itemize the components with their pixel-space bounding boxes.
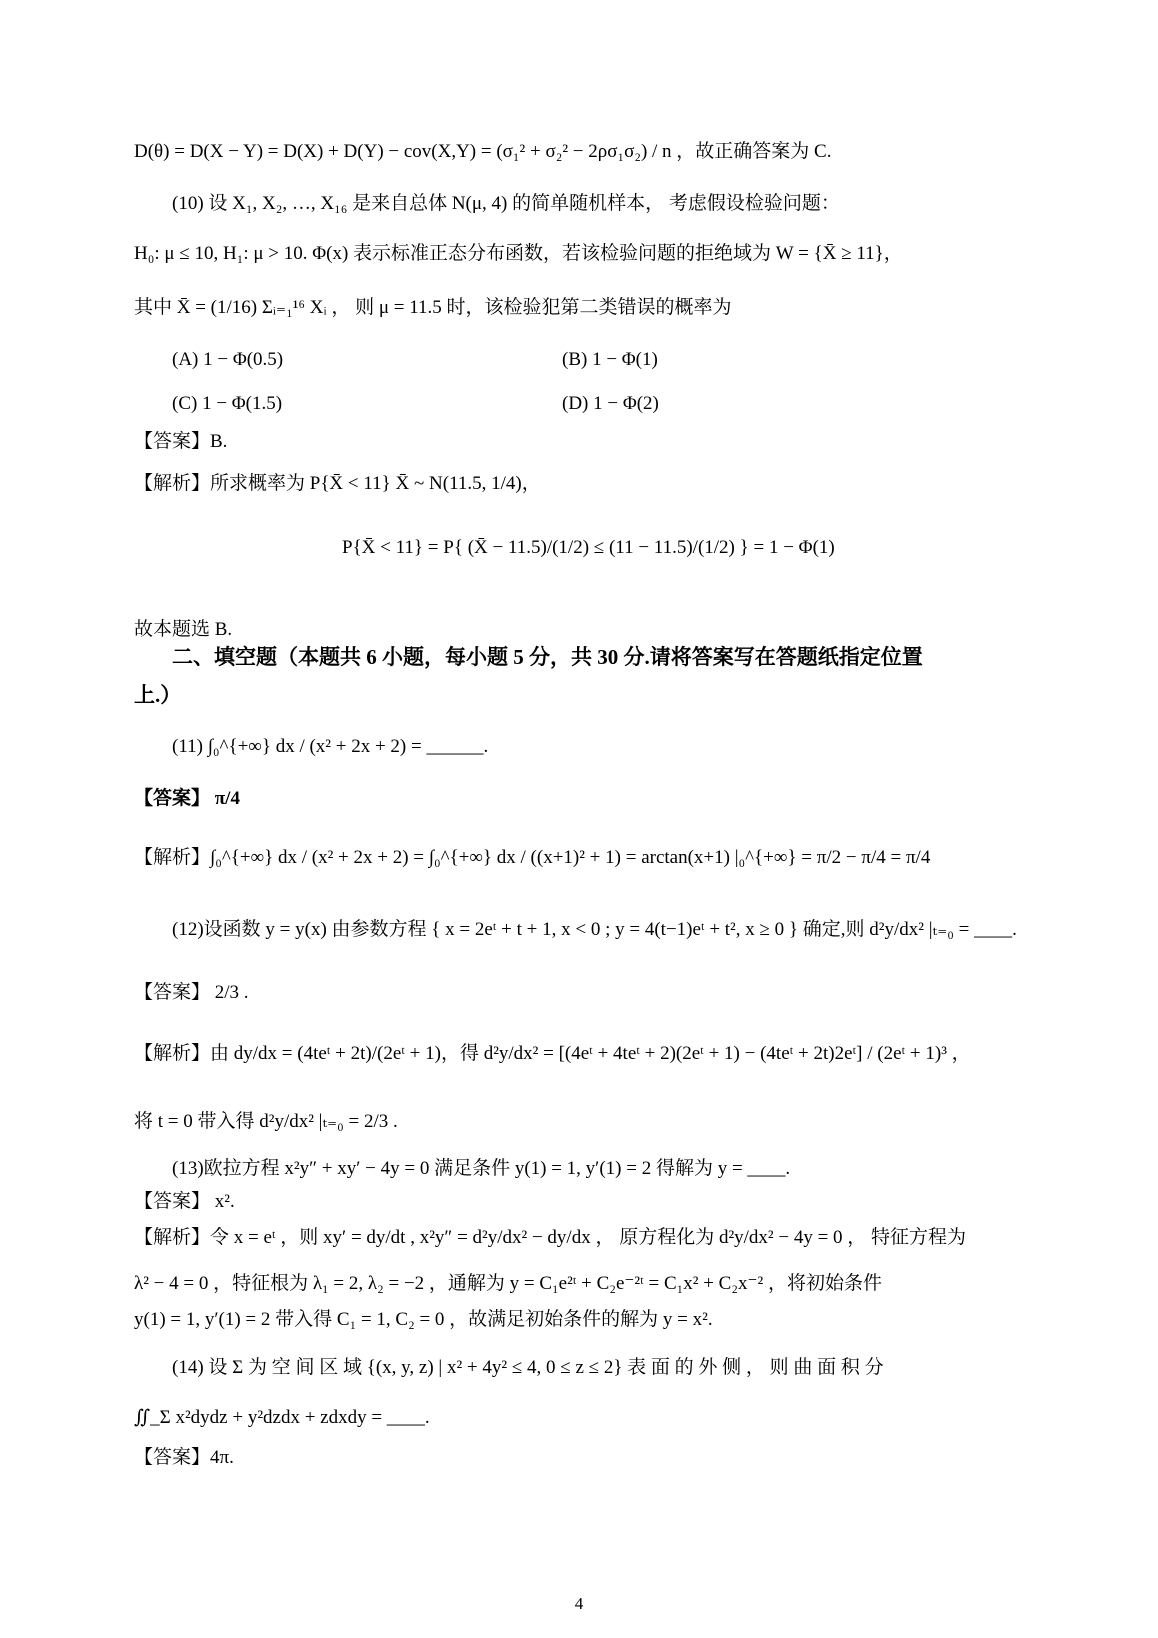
analysis-11: 【解析】∫₀^{+∞} dx / (x² + 2x + 2) = ∫₀^{+∞} dx / ((x+1)² + 1) = arctan(x+1) |₀^{+∞} = π/2 − π/4 = π/4 (134, 847, 931, 868)
analysis-12-derivatives: 【解析】由 dy/dx = (4teᵗ + 2t)/(2eᵗ + 1)，得 d²y/dx² = [(4eᵗ + 4teᵗ + 2)(2eᵗ + 1) − (4teᵗ + 2t)2eᵗ] / (2eᵗ + 1)³ ， (134, 1043, 971, 1064)
analysis-13-particular-solution: y(1) = 1, y′(1) = 2 带入得 C₁ = 1, C₂ = 0 ，故满足初始条件的解为 y = x². (134, 1309, 713, 1330)
question-10-stem: (10) 设 X₁, X₂, …, X₁₆ 是来自总体 N(μ, 4) 的简单随机样本， 考虑假设检验问题： (172, 193, 840, 214)
section-heading-continued: 上.） (134, 683, 182, 707)
option-d: (D) 1 − Φ(2) (562, 393, 659, 414)
question-10-hypothesis: H₀: μ ≤ 10, H₁: μ > 10. Φ(x) 表示标准正态分布函数，若该检验问题的拒绝域为 W = {X̄ ≥ 11}， (134, 243, 903, 264)
answer-13: 【答案】 x². (134, 1191, 235, 1212)
question-14-stem: (14) 设 Σ 为 空 间 区 域 {(x, y, z) | x² + 4y² ≤ 4, 0 ≤ z ≤ 2} 表 面 的 外 侧 ， 则 曲 面 积 分 (172, 1357, 884, 1378)
answer-11: 【答案】 π/4 (134, 788, 240, 809)
question-12: (12)设函数 y = y(x) 由参数方程 { x = 2eᵗ + t + 1, x < 0 ; y = 4(t−1)eᵗ + t², x ≥ 0 } 确定,则 d²y/dx² |ₜ₌₀ = ____. (172, 919, 1017, 940)
question-13: (13)欧拉方程 x²y″ + xy′ − 4y = 0 满足条件 y(1) = 1, y′(1) = 2 得解为 y = ____. (172, 1158, 791, 1179)
page-number: 4 (574, 1594, 584, 1613)
analysis-10-intro: 【解析】所求概率为 P{X̄ < 11} X̄ ~ N(11.5, 1/4)， (134, 473, 541, 494)
answer-10: 【答案】B. (134, 431, 228, 452)
analysis-13-substitution: 【解析】令 x = eᵗ ，则 xy′ = dy/dt , x²y″ = d²y/dx² − dy/dx ， 原方程化为 d²y/dx² − 4y = 0 ， 特征方程为 (134, 1227, 967, 1248)
answer-12: 【答案】 2/3 . (134, 982, 249, 1003)
analysis-10-formula: P{X̄ < 11} = P{ (X̄ − 11.5)/(1/2) ≤ (11 − 11.5)/(1/2) } = 1 − Φ(1) (342, 537, 835, 558)
option-a: (A) 1 − Φ(0.5) (172, 349, 284, 370)
question-11: (11) ∫₀^{+∞} dx / (x² + 2x + 2) = ______. (172, 736, 489, 757)
analysis-10-conclusion: 故本题选 B. (134, 619, 233, 640)
question-10-sample-mean: 其中 X̄ = (1/16) Σᵢ₌₁¹⁶ Xᵢ ， 则 μ = 11.5 时，该检验犯第二类错误的概率为 (134, 297, 732, 318)
analysis-13-general-solution: λ² − 4 = 0 ，特征根为 λ₁ = 2, λ₂ = −2 ，通解为 y = C₁e²ᵗ + C₂e⁻²ᵗ = C₁x² + C₂x⁻² ，将初始条件 (134, 1273, 882, 1294)
analysis-12-substitution: 将 t = 0 带入得 d²y/dx² |ₜ₌₀ = 2/3 . (134, 1111, 398, 1132)
answer-14: 【答案】4π. (134, 1447, 234, 1468)
section-heading-fill-in: 二、填空题（本题共 6 小题，每小题 5 分，共 30 分.请将答案写在答题纸指定位置 (172, 645, 923, 669)
question-14-integral: ∬_Σ x²dydz + y²dzdx + zdxdy = ____. (134, 1407, 430, 1428)
variance-result-line: D(θ) = D(X − Y) = D(X) + D(Y) − cov(X,Y) = (σ₁² + σ₂² − 2ρσ₁σ₂) / n ，故正确答案为 C. (134, 141, 832, 162)
option-b: (B) 1 − Φ(1) (562, 349, 658, 370)
option-c: (C) 1 − Φ(1.5) (172, 393, 283, 414)
